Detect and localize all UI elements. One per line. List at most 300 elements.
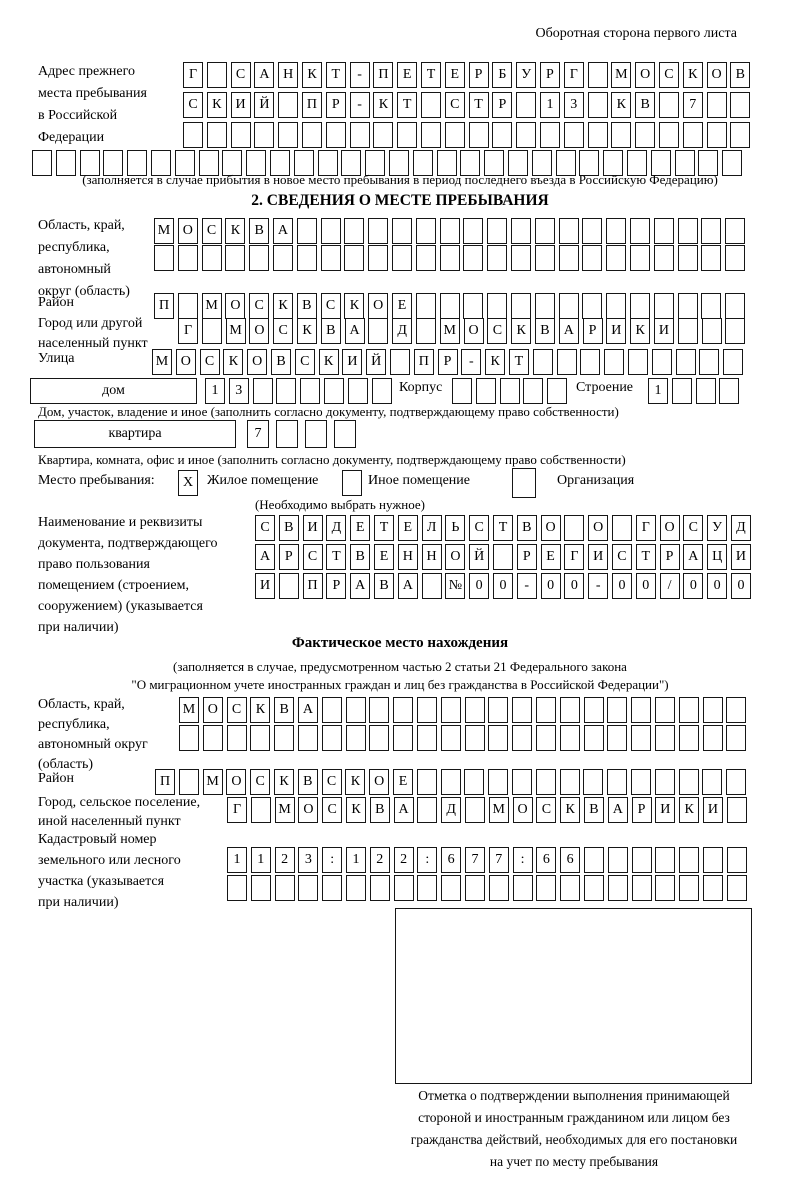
char-cell[interactable] [346,875,366,901]
char-cell[interactable]: П [414,349,434,375]
char-cell[interactable]: С [202,218,222,244]
char-cell[interactable] [183,122,203,148]
char-cell[interactable] [440,245,460,271]
char-cell[interactable] [631,769,651,795]
char-cell[interactable] [392,218,412,244]
char-cell[interactable]: С [469,515,489,541]
char-cell[interactable] [580,349,600,375]
char-cell[interactable]: С [231,62,251,88]
char-cell[interactable] [607,697,627,723]
char-cell[interactable] [632,875,652,901]
char-cell[interactable] [278,92,298,118]
char-cell[interactable]: К [207,92,227,118]
char-cell[interactable]: С [322,797,342,823]
char-cell[interactable]: А [350,573,370,599]
char-cell[interactable] [416,218,436,244]
char-cell[interactable] [416,318,436,344]
char-cell[interactable]: 2 [394,847,414,873]
checkbox-zhiloe[interactable]: X [178,470,198,496]
char-cell[interactable] [463,245,483,271]
char-cell[interactable] [678,293,698,319]
char-cell[interactable] [302,122,322,148]
char-cell[interactable]: С [255,515,275,541]
char-cell[interactable]: С [183,92,203,118]
char-cell[interactable] [417,697,437,723]
char-cell[interactable]: М [203,769,223,795]
char-cell[interactable] [300,378,320,404]
char-cell[interactable] [559,245,579,271]
char-cell[interactable]: 7 [247,420,269,448]
char-cell[interactable]: О [247,349,267,375]
char-cell[interactable] [297,245,317,271]
char-cell[interactable]: В [350,544,370,570]
char-cell[interactable] [273,245,293,271]
char-cell[interactable]: 0 [541,573,561,599]
char-cell[interactable]: Е [541,544,561,570]
char-cell[interactable] [488,725,508,751]
char-cell[interactable]: К [273,293,293,319]
actual-city-row[interactable] [227,797,747,823]
char-cell[interactable] [536,725,556,751]
char-cell[interactable] [659,122,679,148]
char-cell[interactable] [225,245,245,271]
char-cell[interactable] [547,378,567,404]
char-cell[interactable]: 7 [489,847,509,873]
char-cell[interactable]: С [250,769,270,795]
char-cell[interactable]: О [178,218,198,244]
char-cell[interactable] [350,122,370,148]
char-cell[interactable] [701,245,721,271]
char-cell[interactable] [604,349,624,375]
char-cell[interactable]: О [513,797,533,823]
char-cell[interactable] [326,122,346,148]
char-cell[interactable] [588,92,608,118]
char-cell[interactable]: И [255,573,275,599]
char-cell[interactable] [511,245,531,271]
char-cell[interactable]: Т [636,544,656,570]
char-cell[interactable] [533,349,553,375]
char-cell[interactable] [440,293,460,319]
char-cell[interactable] [630,293,650,319]
prev-address-row-1[interactable] [183,62,750,88]
char-cell[interactable]: М [440,318,460,344]
char-cell[interactable] [516,122,536,148]
char-cell[interactable] [654,293,674,319]
char-cell[interactable] [469,122,489,148]
char-cell[interactable]: В [297,293,317,319]
char-cell[interactable] [676,349,696,375]
char-cell[interactable]: О [588,515,608,541]
char-cell[interactable]: П [373,62,393,88]
char-cell[interactable]: К [560,797,580,823]
char-cell[interactable]: С [659,62,679,88]
char-cell[interactable] [582,245,602,271]
char-cell[interactable] [322,725,342,751]
char-cell[interactable]: Р [438,349,458,375]
char-cell[interactable] [635,122,655,148]
char-cell[interactable]: 1 [205,378,225,404]
char-cell[interactable] [392,245,412,271]
char-cell[interactable]: О [541,515,561,541]
char-cell[interactable] [417,875,437,901]
char-cell[interactable] [725,318,745,344]
char-cell[interactable] [322,875,342,901]
char-cell[interactable] [348,378,368,404]
char-cell[interactable]: 1 [346,847,366,873]
city-row[interactable] [178,318,745,344]
char-cell[interactable] [511,218,531,244]
char-cell[interactable] [723,349,743,375]
char-cell[interactable] [297,218,317,244]
char-cell[interactable] [726,725,746,751]
char-cell[interactable]: П [303,573,323,599]
char-cell[interactable]: С [295,349,315,375]
char-cell[interactable] [207,62,227,88]
char-cell[interactable]: Р [492,92,512,118]
char-cell[interactable] [370,875,390,901]
char-cell[interactable] [441,769,461,795]
char-cell[interactable] [608,847,628,873]
char-cell[interactable] [703,875,723,901]
char-cell[interactable] [679,769,699,795]
char-cell[interactable] [679,847,699,873]
char-cell[interactable]: О [445,544,465,570]
char-cell[interactable] [344,245,364,271]
char-cell[interactable]: 3 [298,847,318,873]
char-cell[interactable]: Р [517,544,537,570]
char-cell[interactable] [488,697,508,723]
char-cell[interactable] [249,245,269,271]
char-cell[interactable]: Е [374,544,394,570]
char-cell[interactable]: М [489,797,509,823]
char-cell[interactable]: М [179,697,199,723]
char-cell[interactable] [373,122,393,148]
char-cell[interactable] [227,875,247,901]
char-cell[interactable] [725,293,745,319]
char-cell[interactable]: Г [183,62,203,88]
char-cell[interactable]: И [303,515,323,541]
char-cell[interactable]: К [683,62,703,88]
checkbox-organizaciya[interactable] [512,468,536,498]
char-cell[interactable]: Р [540,62,560,88]
char-cell[interactable] [417,797,437,823]
char-cell[interactable]: 0 [469,573,489,599]
char-cell[interactable] [178,293,198,319]
char-cell[interactable]: 3 [564,92,584,118]
char-cell[interactable] [512,769,532,795]
char-cell[interactable] [500,378,520,404]
char-cell[interactable]: Р [632,797,652,823]
char-cell[interactable]: Е [392,293,412,319]
region-row-1[interactable] [154,218,745,244]
char-cell[interactable] [560,769,580,795]
char-cell[interactable]: Н [398,544,418,570]
char-cell[interactable] [251,797,271,823]
char-cell[interactable] [298,725,318,751]
char-cell[interactable] [346,697,366,723]
char-cell[interactable] [421,122,441,148]
char-cell[interactable]: М [226,318,246,344]
char-cell[interactable]: : [513,847,533,873]
char-cell[interactable]: К [223,349,243,375]
char-cell[interactable]: В [274,697,294,723]
char-cell[interactable]: А [254,62,274,88]
char-cell[interactable] [699,349,719,375]
char-cell[interactable] [298,875,318,901]
char-cell[interactable] [227,725,247,751]
char-cell[interactable] [701,218,721,244]
char-cell[interactable] [606,218,626,244]
char-cell[interactable]: О [707,62,727,88]
char-cell[interactable] [452,378,472,404]
char-cell[interactable] [631,697,651,723]
char-cell[interactable] [557,349,577,375]
region-row-2[interactable] [154,245,745,271]
char-cell[interactable]: В [271,349,291,375]
char-cell[interactable]: 1 [648,378,668,404]
char-cell[interactable]: Д [441,797,461,823]
char-cell[interactable]: С [683,515,703,541]
char-cell[interactable] [368,218,388,244]
char-cell[interactable] [511,293,531,319]
char-cell[interactable]: Д [326,515,346,541]
char-cell[interactable]: А [255,544,275,570]
char-cell[interactable] [464,769,484,795]
char-cell[interactable] [393,725,413,751]
char-cell[interactable]: 0 [683,573,703,599]
char-cell[interactable] [725,218,745,244]
char-cell[interactable]: П [154,293,174,319]
checkbox-inoe[interactable] [342,470,362,496]
char-cell[interactable]: Р [660,544,680,570]
document-row-3[interactable] [255,573,751,599]
char-cell[interactable] [394,875,414,901]
char-cell[interactable] [346,725,366,751]
char-cell[interactable]: / [660,573,680,599]
char-cell[interactable]: М [202,293,222,319]
char-cell[interactable]: Г [636,515,656,541]
char-cell[interactable]: К [344,293,364,319]
char-cell[interactable] [608,875,628,901]
char-cell[interactable]: А [683,544,703,570]
char-cell[interactable]: 6 [560,847,580,873]
char-cell[interactable] [584,697,604,723]
char-cell[interactable] [584,875,604,901]
char-cell[interactable]: А [559,318,579,344]
char-cell[interactable] [607,725,627,751]
char-cell[interactable] [202,245,222,271]
char-cell[interactable]: Й [469,544,489,570]
char-cell[interactable] [726,697,746,723]
char-cell[interactable] [632,847,652,873]
char-cell[interactable]: 0 [731,573,751,599]
prev-address-row-3[interactable] [183,122,750,148]
korpus-row[interactable] [452,378,567,404]
char-cell[interactable] [324,378,344,404]
char-cell[interactable] [672,378,692,404]
char-cell[interactable]: 3 [229,378,249,404]
char-cell[interactable] [276,378,296,404]
char-cell[interactable] [560,875,580,901]
char-cell[interactable]: 6 [441,847,461,873]
char-cell[interactable]: 1 [227,847,247,873]
char-cell[interactable]: Н [278,62,298,88]
char-cell[interactable]: В [370,797,390,823]
char-cell[interactable]: В [249,218,269,244]
char-cell[interactable] [536,769,556,795]
char-cell[interactable] [417,725,437,751]
char-cell[interactable] [492,122,512,148]
char-cell[interactable]: О [225,293,245,319]
char-cell[interactable] [513,875,533,901]
char-cell[interactable]: Д [392,318,412,344]
char-cell[interactable]: О [635,62,655,88]
char-cell[interactable]: М [152,349,172,375]
char-cell[interactable]: - [350,92,370,118]
char-cell[interactable]: Р [326,573,346,599]
char-cell[interactable]: 0 [493,573,513,599]
char-cell[interactable]: К [346,797,366,823]
char-cell[interactable]: А [608,797,628,823]
char-cell[interactable]: В [298,769,318,795]
char-cell[interactable]: : [417,847,437,873]
char-cell[interactable] [583,769,603,795]
char-cell[interactable]: - [350,62,370,88]
char-cell[interactable] [535,245,555,271]
char-cell[interactable]: С [322,769,342,795]
char-cell[interactable] [207,122,227,148]
char-cell[interactable]: Т [469,92,489,118]
char-cell[interactable] [703,697,723,723]
char-cell[interactable] [463,218,483,244]
char-cell[interactable] [730,92,750,118]
char-cell[interactable] [696,378,716,404]
char-cell[interactable] [516,92,536,118]
char-cell[interactable]: Е [397,62,417,88]
char-cell[interactable] [440,218,460,244]
char-cell[interactable]: К [250,697,270,723]
char-cell[interactable]: С [612,544,632,570]
char-cell[interactable] [536,875,556,901]
char-cell[interactable] [512,725,532,751]
char-cell[interactable] [535,218,555,244]
char-cell[interactable] [487,245,507,271]
house-number-row[interactable] [205,378,392,404]
char-cell[interactable]: У [516,62,536,88]
char-cell[interactable] [659,92,679,118]
char-cell[interactable] [203,725,223,751]
char-cell[interactable]: Р [279,544,299,570]
char-cell[interactable] [702,769,722,795]
char-cell[interactable] [559,293,579,319]
char-cell[interactable]: Й [366,349,386,375]
char-cell[interactable]: Д [731,515,751,541]
char-cell[interactable]: В [584,797,604,823]
char-cell[interactable]: Л [422,515,442,541]
char-cell[interactable]: В [374,573,394,599]
char-cell[interactable] [582,218,602,244]
char-cell[interactable]: К [679,797,699,823]
char-cell[interactable] [560,697,580,723]
actual-district-row[interactable] [155,769,746,795]
char-cell[interactable] [393,697,413,723]
char-cell[interactable] [726,769,746,795]
char-cell[interactable] [465,875,485,901]
char-cell[interactable]: 0 [612,573,632,599]
char-cell[interactable] [417,769,437,795]
char-cell[interactable]: С [227,697,247,723]
char-cell[interactable]: К [485,349,505,375]
char-cell[interactable]: Т [421,62,441,88]
char-cell[interactable]: 7 [683,92,703,118]
char-cell[interactable] [321,245,341,271]
char-cell[interactable] [707,122,727,148]
char-cell[interactable]: Е [393,769,413,795]
char-cell[interactable] [655,769,675,795]
char-cell[interactable]: Р [469,62,489,88]
actual-region-row-1[interactable] [179,697,746,723]
char-cell[interactable] [487,218,507,244]
char-cell[interactable] [178,245,198,271]
char-cell[interactable]: О [660,515,680,541]
char-cell[interactable] [368,245,388,271]
char-cell[interactable] [488,769,508,795]
char-cell[interactable] [397,122,417,148]
char-cell[interactable] [655,697,675,723]
cadastral-row-1[interactable] [227,847,747,873]
char-cell[interactable] [607,769,627,795]
char-cell[interactable]: - [588,573,608,599]
char-cell[interactable]: Ц [707,544,727,570]
char-cell[interactable]: Т [397,92,417,118]
char-cell[interactable]: В [730,62,750,88]
char-cell[interactable] [612,515,632,541]
char-cell[interactable]: Т [509,349,529,375]
actual-region-row-2[interactable] [179,725,746,751]
char-cell[interactable]: В [535,318,555,344]
char-cell[interactable]: 2 [370,847,390,873]
char-cell[interactable]: С [487,318,507,344]
char-cell[interactable]: А [398,573,418,599]
prev-address-row-2[interactable] [183,92,750,118]
char-cell[interactable]: И [231,92,251,118]
stroenie-row[interactable] [648,378,739,404]
char-cell[interactable]: Н [422,544,442,570]
char-cell[interactable] [416,293,436,319]
char-cell[interactable]: К [611,92,631,118]
char-cell[interactable]: Т [326,62,346,88]
char-cell[interactable]: Е [445,62,465,88]
char-cell[interactable]: Е [398,515,418,541]
char-cell[interactable]: Т [326,544,346,570]
char-cell[interactable]: Р [583,318,603,344]
char-cell[interactable] [703,725,723,751]
char-cell[interactable] [727,875,747,901]
char-cell[interactable] [730,122,750,148]
char-cell[interactable] [476,378,496,404]
char-cell[interactable] [611,122,631,148]
char-cell[interactable]: Р [326,92,346,118]
char-cell[interactable]: О [369,769,389,795]
char-cell[interactable] [421,92,441,118]
char-cell[interactable] [344,218,364,244]
char-cell[interactable] [654,218,674,244]
char-cell[interactable]: И [703,797,723,823]
char-cell[interactable]: 0 [636,573,656,599]
char-cell[interactable] [322,697,342,723]
char-cell[interactable]: С [303,544,323,570]
char-cell[interactable] [276,420,298,448]
